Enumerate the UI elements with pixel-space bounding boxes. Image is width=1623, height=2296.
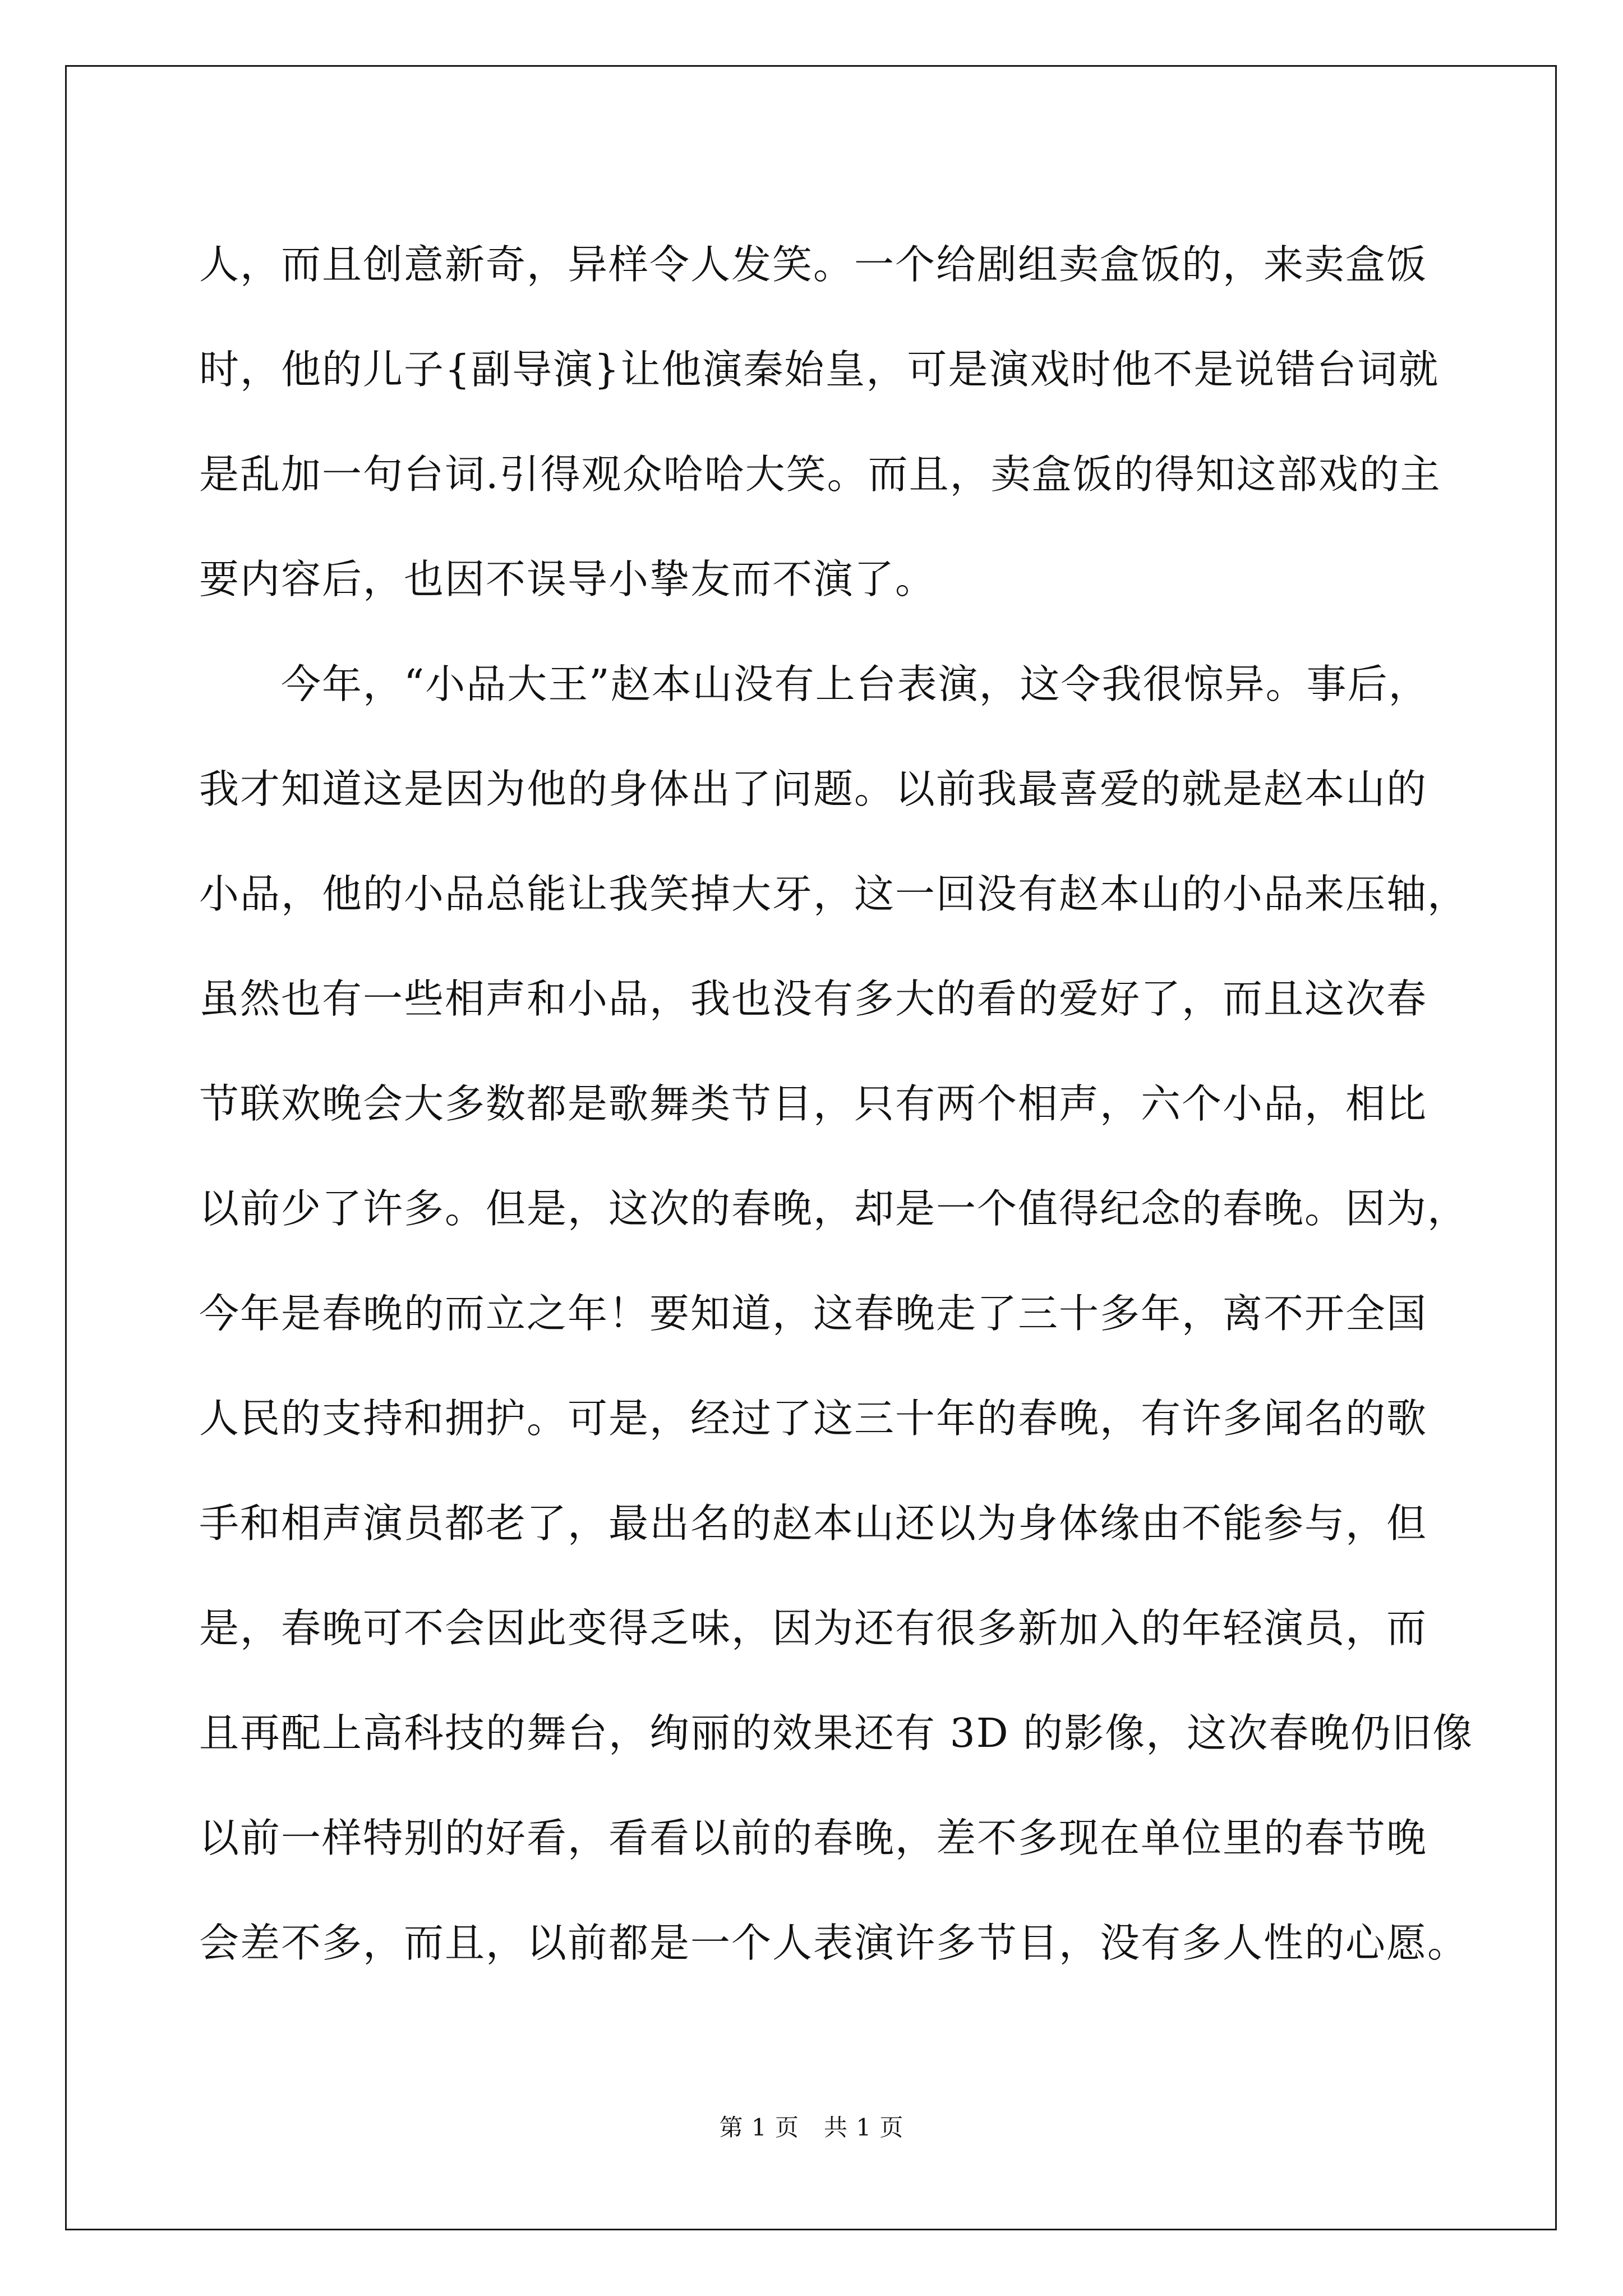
text-line: 时，他的儿子{副导演}让他演秦始皇，可是演戏时他不是说错台词就 [199, 346, 1440, 393]
text-line: 以前少了许多。但是，这次的春晚，却是一个值得纪念的春晚。因为， [199, 1185, 1469, 1232]
text-line: 是乱加一句台词.引得观众哈哈大笑。而且，卖盒饭的得知这部戏的主 [199, 451, 1441, 498]
text-line: 小品，他的小品总能让我笑掉大牙，这一回没有赵本山的小品来压轴， [199, 871, 1469, 917]
text-line: 要内容后，也因不误导小挚友而不演了。 [199, 556, 937, 602]
page-total: 共 1 页 [824, 2114, 904, 2141]
text-line: 人，而且创意新奇，异样令人发笑。一个给剧组卖盒饭的，来卖盒饭 [199, 241, 1428, 288]
text-line: 以前一样特别的好看，看看以前的春晚，差不多现在单位里的春节晚 [199, 1815, 1428, 1861]
page-footer [0, 2114, 1623, 2142]
document-body [199, 212, 1474, 1995]
text-line: 节联欢晚会大多数都是歌舞类节目，只有两个相声，六个小品，相比 [199, 1080, 1428, 1127]
text-line: 且再配上高科技的舞台，绚丽的效果还有 3D 的影像，这次春晚仍旧像 [199, 1710, 1474, 1756]
text-line: 今年是春晚的而立之年！要知道，这春晚走了三十多年，离不开全国 [199, 1290, 1428, 1337]
page-number: 第 1 页 [719, 2114, 799, 2141]
text-line: 虽然也有一些相声和小品，我也没有多大的看的爱好了，而且这次春 [199, 976, 1428, 1022]
paragraph-start-line: 今年，“小品大王”赵本山没有上台表演，这令我很惊异。事后， [281, 661, 1430, 707]
text-line: 手和相声演员都老了，最出名的赵本山还以为身体缘由不能参与，但 [199, 1500, 1428, 1547]
text-line: 我才知道这是因为他的身体出了问题。以前我最喜爱的就是赵本山的 [199, 766, 1428, 812]
text-line: 是，春晚可不会因此变得乏味，因为还有很多新加入的年轻演员，而 [199, 1605, 1428, 1651]
text-line: 人民的支持和拥护。可是，经过了这三十年的春晚，有许多闻名的歌 [199, 1395, 1428, 1442]
text-line: 会差不多，而且，以前都是一个人表演许多节目，没有多人性的心愿。 [199, 1920, 1469, 1966]
